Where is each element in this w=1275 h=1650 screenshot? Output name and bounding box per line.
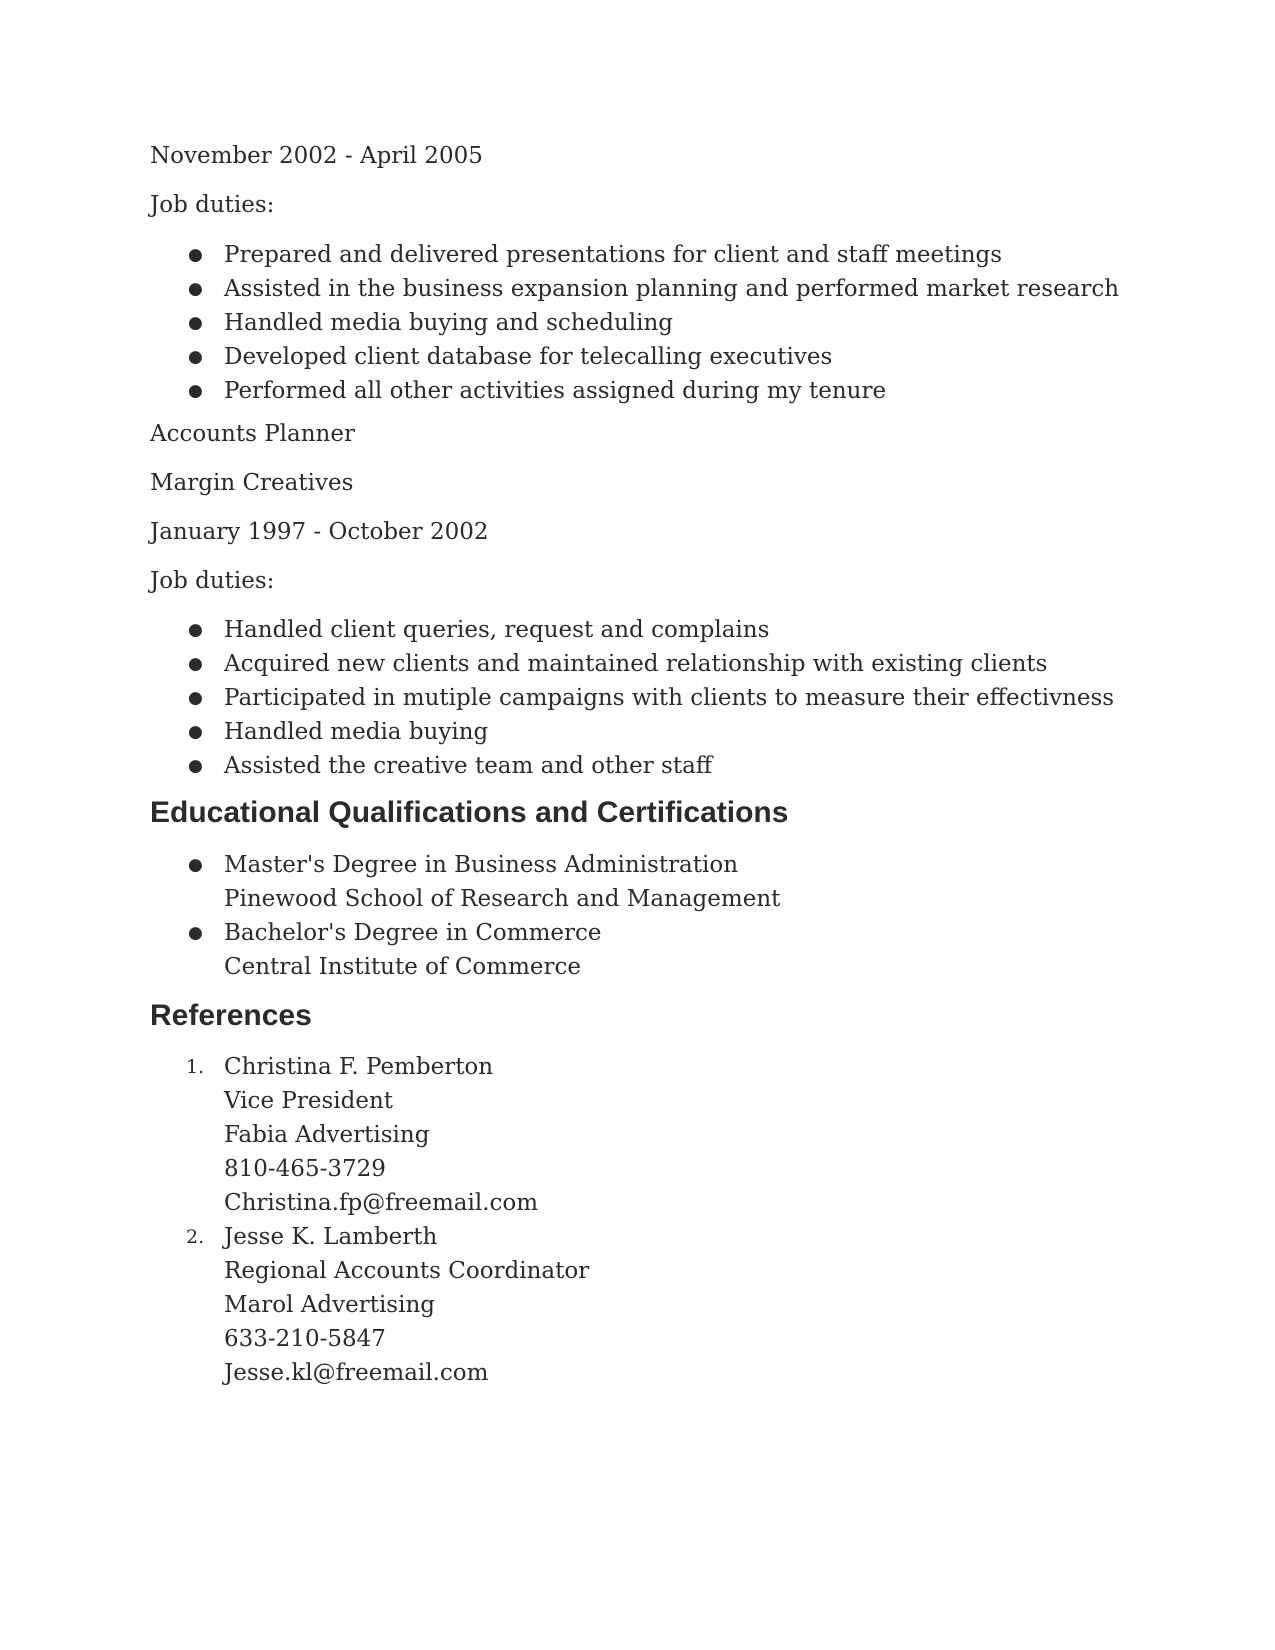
bullet-icon: ● (188, 722, 203, 742)
bullet-icon: ● (188, 855, 203, 875)
bullet-icon: ● (188, 347, 203, 367)
reference-phone: 633-210-5847 (224, 1326, 386, 1352)
reference-company: Fabia Advertising (224, 1122, 430, 1148)
job1-duties-list (150, 238, 1119, 408)
reference-role: Vice President (224, 1088, 393, 1114)
bullet-icon: ● (188, 620, 203, 640)
list-item: ● Handled client queries, request and complains (150, 613, 1114, 647)
job2-dates: January 1997 - October 2002 (150, 519, 489, 545)
list-item: ● Developed client database for telecalling executives (150, 340, 1119, 374)
school: Central Institute of Commerce (224, 954, 581, 980)
list-item: ● Handled media buying (150, 715, 1114, 749)
list-item: ● Acquired new clients and maintained relationship with existing clients (150, 647, 1114, 681)
references-list (150, 1050, 589, 1390)
list-item (150, 1050, 589, 1220)
bullet-icon: ● (188, 756, 203, 776)
bullet-icon: ● (188, 688, 203, 708)
list-item: ● Assisted the creative team and other staff (150, 749, 1114, 783)
reference-email: Christina.fp@freemail.com (224, 1190, 539, 1216)
job1-dates: November 2002 - April 2005 (150, 143, 483, 169)
list-item: ● Participated in mutiple campaigns with clients to measure their effectivness (150, 681, 1114, 715)
reference-name: Christina F. Pemberton (224, 1054, 494, 1080)
list-number: 2. (186, 1226, 205, 1248)
list-item (150, 848, 780, 916)
bullet-icon: ● (188, 381, 203, 401)
list-item (150, 1220, 589, 1390)
degree: Master's Degree in Business Administration (224, 852, 739, 878)
list-number: 1. (186, 1056, 205, 1078)
job2-company: Margin Creatives (150, 470, 354, 496)
bullet-icon: ● (188, 245, 203, 265)
reference-company: Marol Advertising (224, 1292, 435, 1318)
school: Pinewood School of Research and Management (224, 886, 781, 912)
list-item: ● Assisted in the business expansion planning and performed market research (150, 272, 1119, 306)
job2-title: Accounts Planner (150, 421, 355, 447)
reference-phone: 810-465-3729 (224, 1156, 386, 1182)
list-item: ● Handled media buying and scheduling (150, 306, 1119, 340)
reference-role: Regional Accounts Coordinator (224, 1258, 590, 1284)
job2-duties-list (150, 613, 1114, 783)
degree: Bachelor's Degree in Commerce (224, 920, 602, 946)
reference-email: Jesse.kl@freemail.com (224, 1360, 489, 1386)
list-item (150, 916, 780, 984)
education-heading: Educational Qualifications and Certifications (150, 796, 789, 829)
bullet-icon: ● (188, 313, 203, 333)
list-item: ● Prepared and delivered presentations for client and staff meetings (150, 238, 1119, 272)
job1-duties-label: Job duties: (150, 192, 275, 218)
job2-duties-label: Job duties: (150, 568, 275, 594)
bullet-icon: ● (188, 654, 203, 674)
references-heading: References (150, 999, 312, 1032)
list-item: ● Performed all other activities assigned during my tenure (150, 374, 1119, 408)
bullet-icon: ● (188, 279, 203, 299)
reference-name: Jesse K. Lamberth (224, 1224, 438, 1250)
education-list (150, 848, 780, 984)
bullet-icon: ● (188, 923, 203, 943)
